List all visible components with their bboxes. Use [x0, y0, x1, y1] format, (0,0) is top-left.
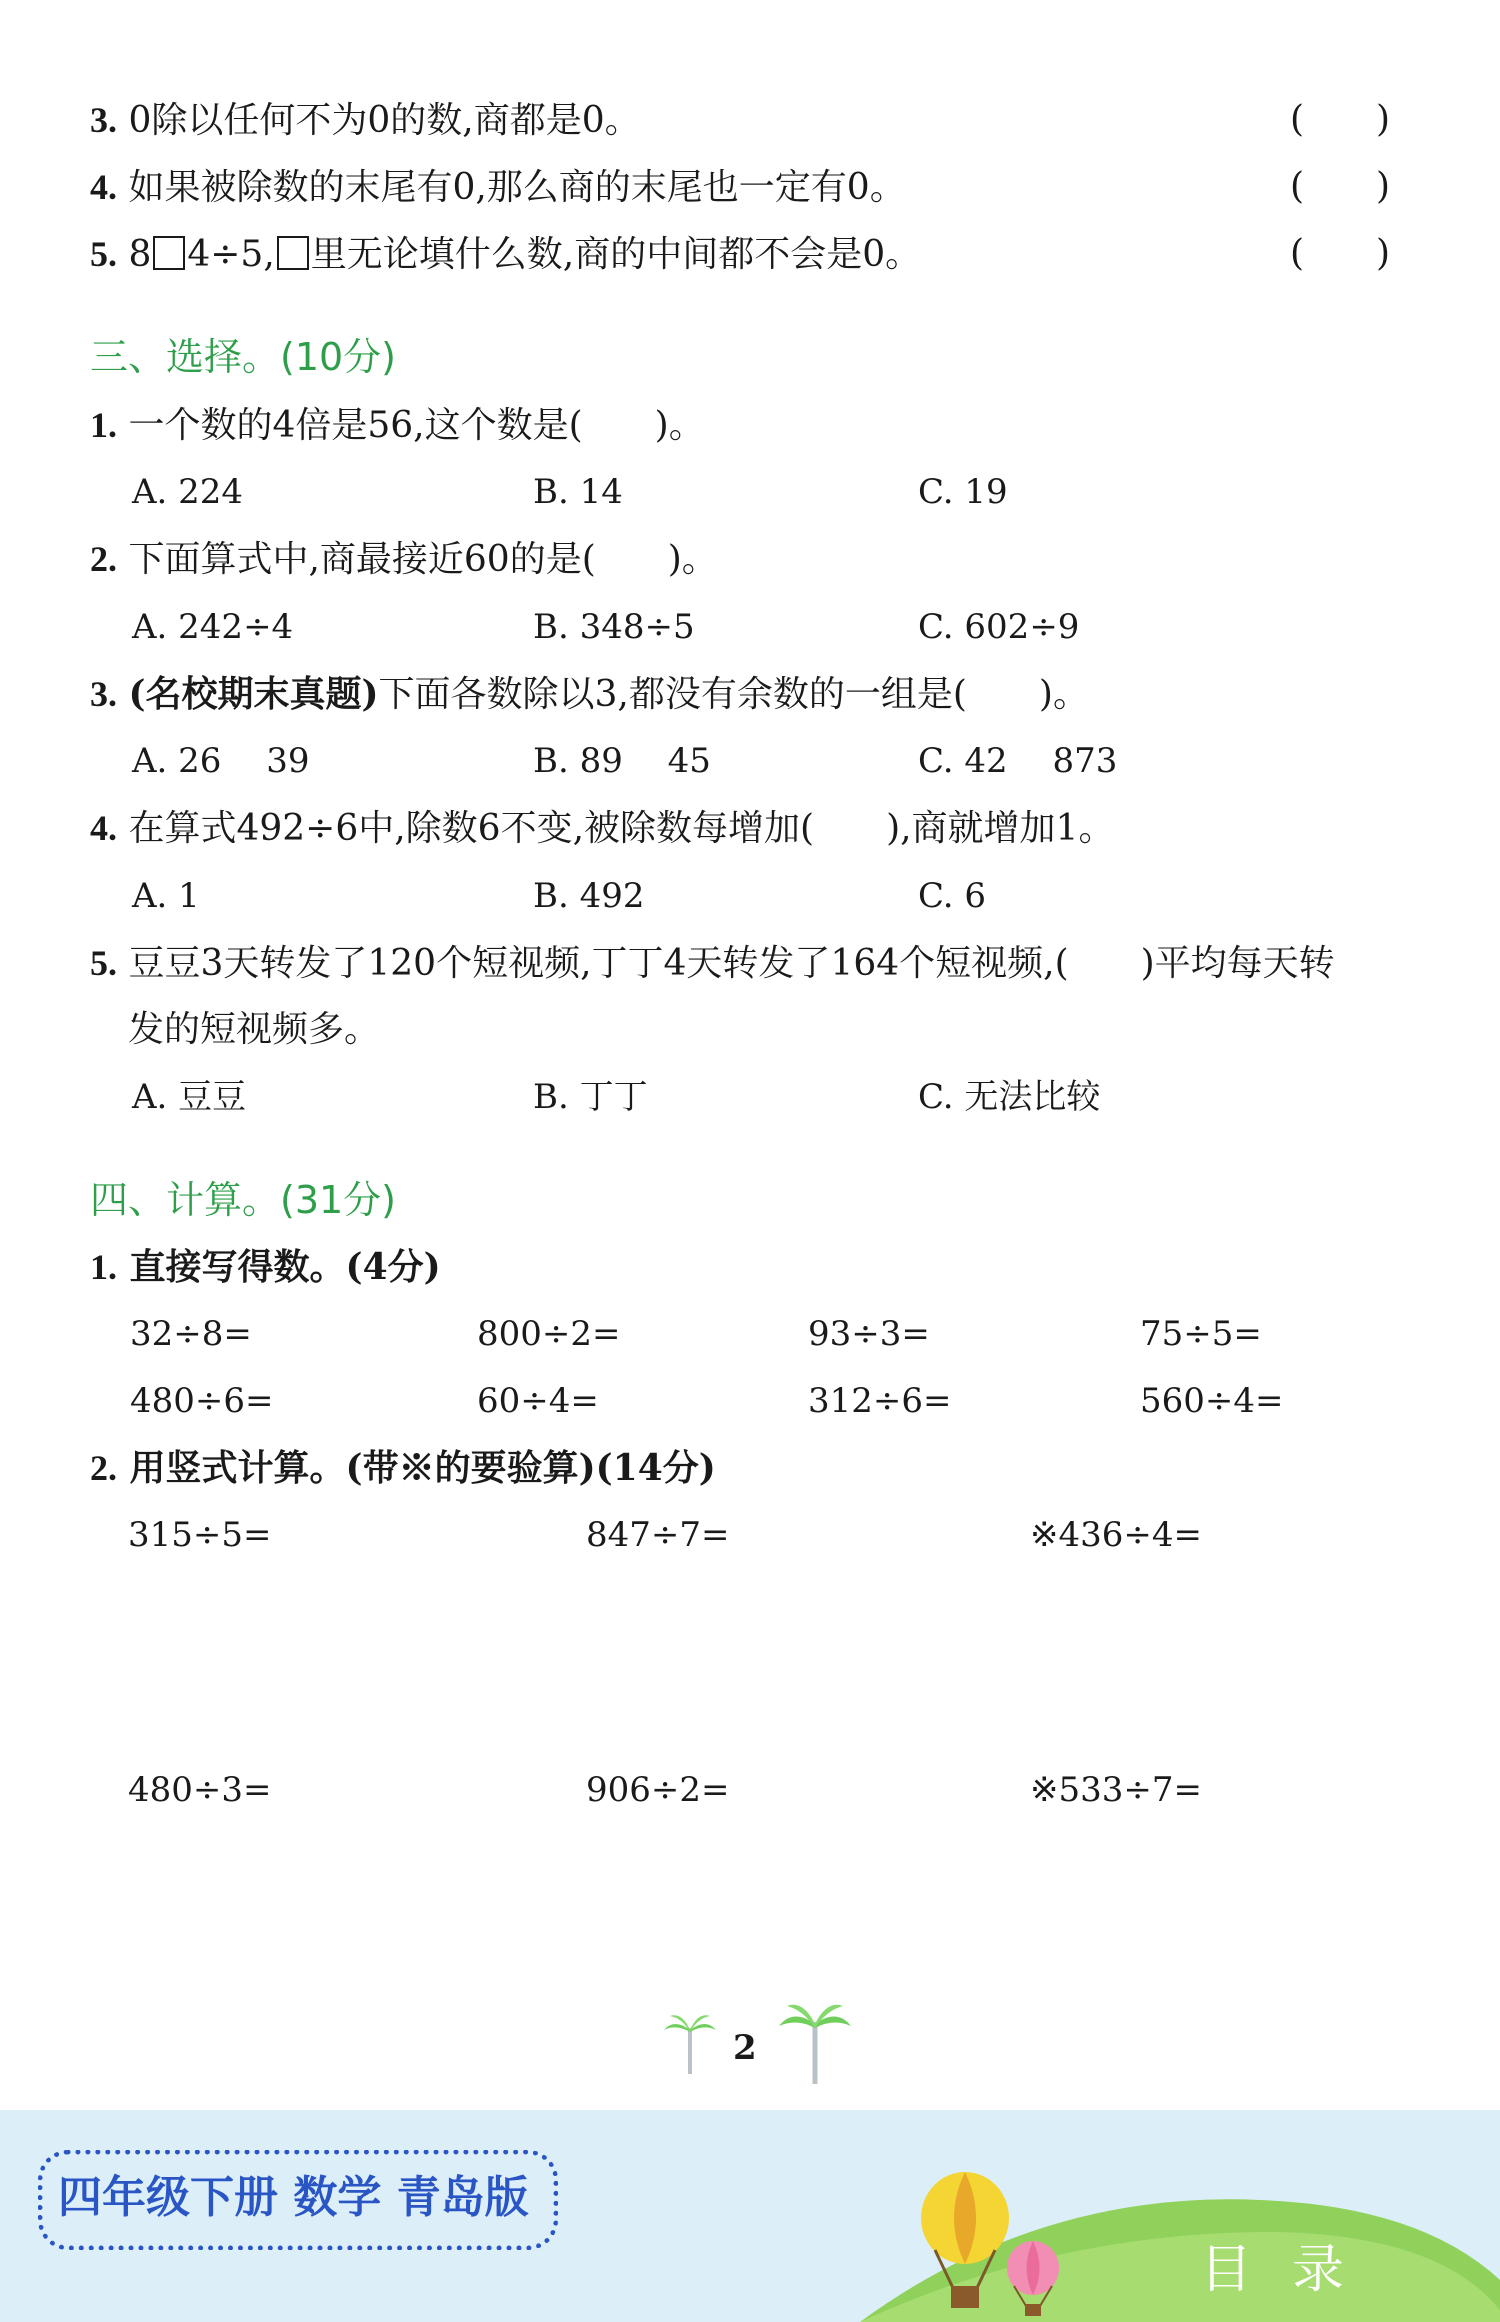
option-a[interactable]: A. 224	[132, 472, 244, 512]
choice-q2: 2. 下面算式中,商最接近60的是( )。	[90, 539, 718, 580]
choice-q3: 3. (名校期末真题)下面各数除以3,都没有余数的一组是( )。	[90, 673, 1089, 715]
choice-q5: 5. 豆豆3天转发了120个短视频,丁丁4天转发了164个短视频,( )平均每天转	[90, 943, 1335, 984]
vertical-calc-item[interactable]: 315÷5=	[128, 1515, 272, 1555]
calc-part-2: 2. 用竖式计算。(带※的要验算)(14分)	[90, 1447, 716, 1489]
blank-box	[153, 236, 185, 270]
palm-tree-icon	[660, 2008, 720, 2080]
option-c[interactable]: C. 无法比较	[918, 1077, 1101, 1117]
tag-label: (名校期末真题)	[128, 673, 379, 715]
vertical-calc-item[interactable]: ※436÷4=	[1030, 1515, 1202, 1555]
oral-calc-item[interactable]: 60÷4=	[477, 1381, 599, 1421]
oral-calc-item[interactable]: 312÷6=	[808, 1381, 952, 1421]
table-of-contents-link[interactable]: 目录	[1200, 2240, 1385, 2300]
option-a[interactable]: A. 豆豆	[132, 1077, 247, 1117]
option-c[interactable]: C. 19	[918, 472, 1008, 512]
option-c[interactable]: C. 42 873	[918, 741, 1118, 781]
vertical-calc-item[interactable]: 847÷7=	[586, 1515, 730, 1555]
blank-box	[277, 236, 309, 270]
answer-paren[interactable]: ( )	[1290, 166, 1391, 207]
section-heading-calc: 四、计算。(31分)	[90, 1178, 397, 1222]
oral-calc-item[interactable]: 32÷8=	[130, 1314, 252, 1354]
answer-paren[interactable]: ( )	[1290, 233, 1391, 274]
judge-item-5: 5. 8 4÷5, 里无论填什么数,商的中间都不会是0。	[90, 234, 922, 275]
vertical-calc-item[interactable]: 906÷2=	[586, 1770, 730, 1810]
judge-item-3: 3. 0除以任何不为0的数,商都是0。	[90, 100, 641, 141]
choice-q5-cont: 发的短视频多。	[128, 1009, 381, 1050]
oral-calc-item[interactable]: 480÷6=	[130, 1381, 274, 1421]
oral-calc-item[interactable]: 800÷2=	[477, 1314, 621, 1354]
vertical-calc-item[interactable]: ※533÷7=	[1030, 1770, 1202, 1810]
judge-item-4: 4. 如果被除数的末尾有0,那么商的末尾也一定有0。	[90, 167, 906, 208]
choice-q1: 1. 一个数的4倍是56,这个数是( )。	[90, 405, 705, 446]
answer-paren[interactable]: ( )	[1290, 99, 1391, 140]
option-b[interactable]: B. 492	[533, 876, 645, 916]
choice-q4: 4. 在算式492÷6中,除数6不变,被除数每增加( ),商就增加1。	[90, 808, 1115, 849]
option-c[interactable]: C. 602÷9	[918, 607, 1080, 647]
badge-text: 四年级下册 数学 青岛版	[58, 2172, 529, 2223]
option-b[interactable]: B. 14	[533, 472, 623, 512]
option-b[interactable]: B. 348÷5	[533, 607, 695, 647]
option-a[interactable]: A. 1	[132, 876, 200, 916]
oral-calc-item[interactable]: 75÷5=	[1140, 1314, 1262, 1354]
oral-calc-item[interactable]: 93÷3=	[808, 1314, 930, 1354]
calc-part-1: 1. 直接写得数。(4分)	[90, 1246, 441, 1288]
section-heading-choice: 三、选择。(10分)	[90, 335, 397, 379]
option-b[interactable]: B. 丁丁	[533, 1077, 648, 1117]
option-c[interactable]: C. 6	[918, 876, 987, 916]
option-a[interactable]: A. 26 39	[132, 741, 310, 781]
option-b[interactable]: B. 89 45	[533, 741, 711, 781]
oral-calc-item[interactable]: 560÷4=	[1140, 1381, 1284, 1421]
vertical-calc-item[interactable]: 480÷3=	[128, 1770, 272, 1810]
hot-air-balloon-icon	[1000, 2240, 1070, 2320]
page-number: 2	[733, 2028, 757, 2068]
option-a[interactable]: A. 242÷4	[132, 607, 294, 647]
palm-tree-icon	[775, 1998, 855, 2090]
